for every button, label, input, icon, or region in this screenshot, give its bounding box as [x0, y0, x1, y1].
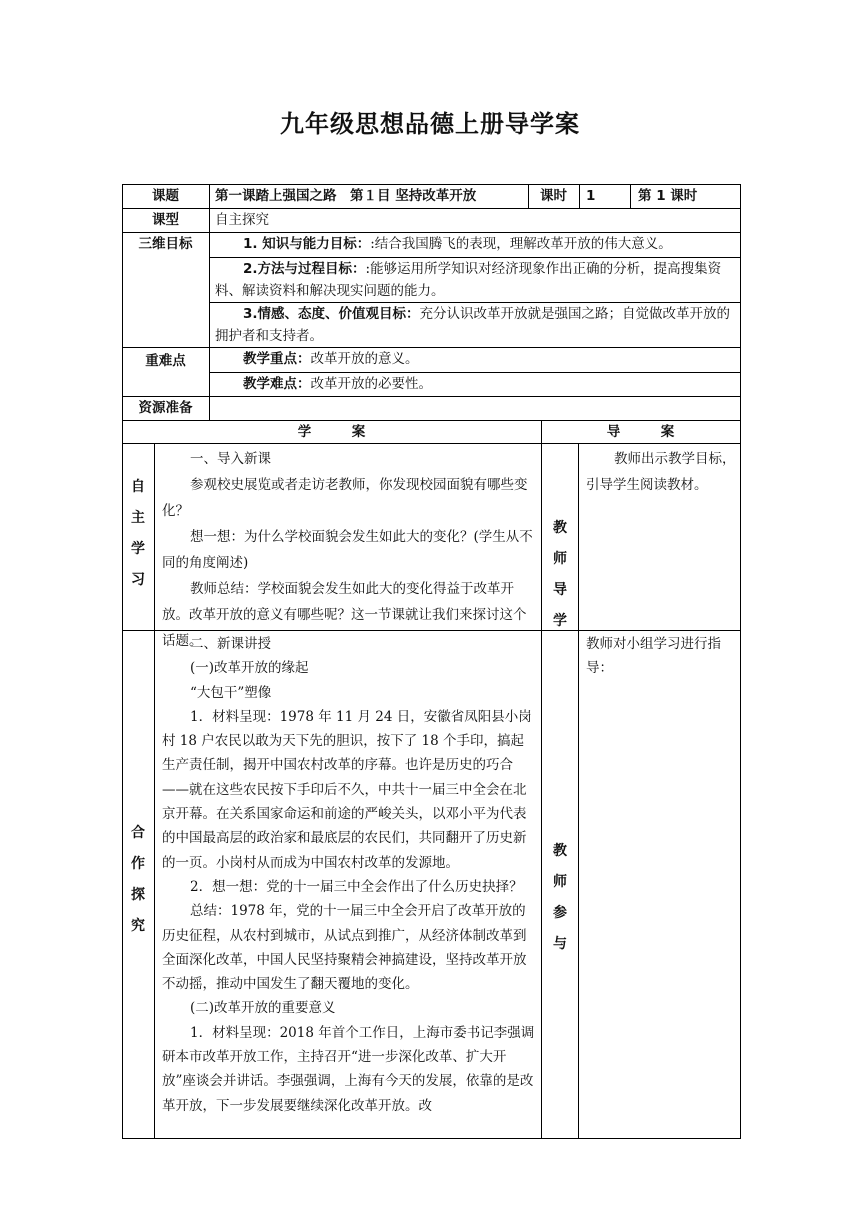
cooperative-inquiry-label [126, 818, 150, 942]
label-char: 学 [131, 541, 145, 557]
label-char: 师 [553, 874, 567, 890]
difficulty-heading: 教学难点： [243, 376, 311, 392]
label-char: 探 [131, 887, 145, 903]
label-char: 导 [553, 582, 567, 598]
paragraph: 教师总结：学校面貌会发生如此大的变化得益于改革开放。改革开放的意义有哪些呢？这一节课就让我们来探讨这个话题。 [162, 581, 527, 649]
self-study-label [126, 472, 150, 596]
rule [740, 184, 741, 1139]
goal-values [215, 303, 737, 347]
goal-method [215, 258, 737, 302]
paragraph: 参观校史展览或者走访老教师，你发现校园面貌有哪些变化？ [162, 477, 528, 519]
rule [630, 184, 631, 208]
goal-heading: 2.方法与过程目标： [243, 261, 366, 277]
hours-value: 1 [586, 188, 596, 204]
guide-plan-header: 导 案 [606, 424, 675, 440]
label-char: 自 [131, 479, 145, 495]
rule [122, 184, 123, 1139]
study-plan-header: 学 案 [297, 424, 366, 440]
document-title: 九年级思想品德上册导学案 [280, 110, 580, 138]
paragraph: 总结：1978 年，党的十一届三中全会开启了改革开放的历史征程，从农村到城市，从试点到推广，从经济体制改革到全面深化改革，中国人民坚持聚精会神搞建设，坚持改革开放不动摇，推动中国发生了翻天覆地的变化。 [162, 903, 527, 993]
paragraph: 想一想：为什么学校面貌会发生如此大的变化？(学生从不同的角度阐述) [162, 529, 533, 571]
session-value: 第 1 课时 [638, 188, 698, 204]
rule [579, 184, 580, 208]
label-char: 究 [131, 918, 145, 934]
rule [578, 443, 579, 1139]
label-char: 主 [131, 510, 145, 526]
paragraph: 二、新课讲授 [190, 636, 271, 652]
label-char: 参 [553, 905, 567, 921]
goal-knowledge [215, 233, 737, 257]
label-char: 教 [553, 520, 567, 536]
paragraph: 教师出示教学目标，引导学生阅读教材。 [586, 451, 736, 493]
topic-value: 第一课踏上强国之路 第１目 坚持改革开放 [215, 188, 477, 204]
label-char: 作 [131, 856, 145, 872]
focus-text: 改革开放的意义。 [310, 351, 419, 367]
goal-text: :能够运用所学知识对经济现象作出正确的分析，提高搜集资料、解读资料和解决现实问题的能力。 [215, 261, 722, 299]
rule [209, 184, 210, 420]
resources-label: 资源准备 [138, 400, 193, 416]
paragraph: (二)改革开放的重要意义 [190, 1000, 336, 1017]
paragraph: 2．想一想：党的十一届三中全会作出了什么历史抉择？ [190, 878, 523, 895]
teacher-guide-label [548, 513, 572, 637]
teaching-focus [215, 348, 737, 372]
label-char: 学 [553, 613, 567, 629]
teacher-participation-label [548, 836, 572, 960]
label-char: 教 [553, 843, 567, 859]
guide-text-1 [586, 446, 736, 546]
teaching-difficulty [215, 373, 737, 396]
focus-heading: 教学重点： [243, 351, 311, 367]
goal-heading: 1. 知识与能力目标： [243, 236, 371, 252]
type-value: 自主探究 [215, 212, 269, 228]
goal-text: :结合我国腾飞的表现，理解改革开放的伟大意义。 [370, 236, 672, 252]
difficulty-text: 改革开放的必要性。 [310, 376, 432, 392]
hours-label: 课时 [540, 188, 567, 204]
type-label: 课型 [152, 212, 179, 228]
rule [154, 443, 155, 1139]
paragraph: “大包干”塑像 [190, 684, 272, 701]
label-char: 与 [553, 936, 567, 952]
topic-label: 课题 [152, 188, 179, 204]
label-char: 合 [131, 825, 145, 841]
paragraph: 教师对小组学习进行指导： [586, 636, 721, 676]
lecture-content [162, 632, 536, 1138]
rule [122, 443, 741, 444]
paragraph: (一)改革开放的缘起 [190, 660, 309, 677]
key-points-label: 重难点 [145, 353, 186, 369]
guide-text-2 [586, 632, 736, 692]
goals-label: 三维目标 [138, 236, 193, 252]
goal-text: 充分认识改革开放就是强国之路；自觉做改革开放的拥护者和支持者。 [215, 306, 731, 344]
paragraph: 1．材料呈现：1978 年 11 月 24 日，安徽省凤阳县小岗村 18 户农民以敢为天下先的胆识，按下了 18 个手印，搞起生产责任制，揭开中国农村改革的序幕。也许是历史的巧合——就在这些农民按下手印后不久，中共十一届三中全会在北京开幕。在关系国家命运和前途的严峻关头，以邓小平为代表的中国最高层的政治家和最底层的农民们，共同翻开了历史新的一页。小岗村从而成为中国农村改革的发源地。 [162, 708, 532, 871]
goal-heading: 3.情感、态度、价值观目标： [243, 306, 420, 322]
rule [122, 396, 741, 397]
paragraph: 1．材料呈现：2018 年首个工作日，上海市委书记李强调研本市改革开放工作，主持召开“进一步深化改革、扩大开放”座谈会并讲话。李强强调，上海有今天的发展，依靠的是改革开放，下一步发展要继续深化改革开放。改 [162, 1024, 535, 1114]
label-char: 师 [553, 551, 567, 567]
paragraph: 一、导入新课 [190, 451, 271, 467]
label-char: 习 [131, 572, 145, 588]
rule [541, 420, 542, 1139]
rule [122, 1138, 741, 1139]
